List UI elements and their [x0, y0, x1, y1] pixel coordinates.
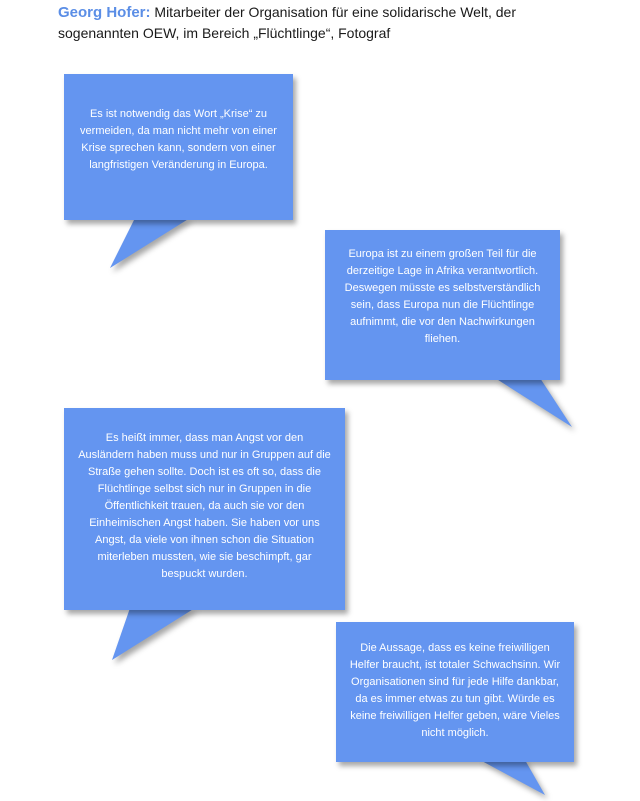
speech-bubble-3-text: Es heißt immer, dass man Angst vor den Ausländern haben muss und nur in Gruppen auf die Straße gehen sollte. Doch ist es oft so, dass die Flüchtlinge selbst sich nur in Gruppen in die Öffentlichkeit trauen, da auch sie vor den Einheimischen Angst haben. Sie haben vor uns Angst, da viele von ihnen schon die Situation miterleben mussten, wie sie beschimpft, gar bespuckt wurden.	[78, 432, 331, 580]
speaker-description: Mitarbeiter der Organisation für eine solidarische Welt, der sogenannten OEW, im Bereich „Flüchtlinge“, Fotograf	[58, 4, 516, 41]
speech-bubble-2-text: Europa ist zu einem großen Teil für die derzeitige Lage in Afrika verantwortlich. Deswegen müsste es selbstverständlich sein, dass Europa nun die Flüchtlinge aufnimmt, die vor den Nachwirkungen fliehen.	[344, 248, 541, 345]
speech-bubble-4	[336, 622, 574, 762]
speech-bubble-1-text: Es ist notwendig das Wort „Krise“ zu vermeiden, da man nicht mehr von einer Krise sprechen kann, sondern von einer langfristigen Veränderung in Europa.	[80, 108, 277, 171]
speaker-name: Georg Hofer:	[58, 4, 151, 21]
speech-bubble-4-text: Die Aussage, dass es keine freiwilligen Helfer braucht, ist totaler Schwachsinn. Wir Organisationen sind für jede Hilfe dankbar, da es immer etwas zu tun gibt. Würde es keine freiwilligen Helfer geben, wäre Vieles nicht möglich.	[349, 642, 561, 739]
